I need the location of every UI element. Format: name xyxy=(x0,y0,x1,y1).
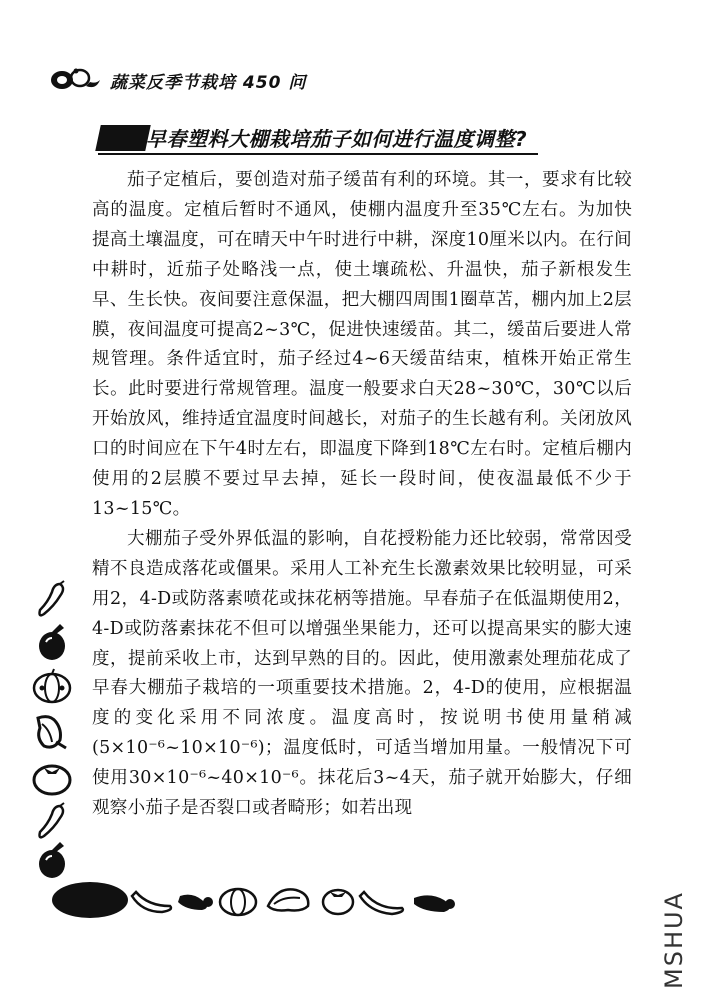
pepper-icon xyxy=(360,892,403,914)
eggplant-icon xyxy=(30,622,74,662)
pepper-icon xyxy=(30,802,74,842)
eggplant-icon xyxy=(178,895,213,910)
cabbage-icon xyxy=(268,889,308,910)
footer-decoration xyxy=(52,876,462,926)
tomato-icon xyxy=(30,758,74,798)
heading-marker-icon xyxy=(95,125,151,151)
pea-pod-icon xyxy=(132,892,171,912)
title-underline xyxy=(98,153,538,155)
running-title: 蔬菜反季节栽培 450 问 xyxy=(110,73,307,93)
body-text xyxy=(92,166,632,824)
cabbage-icon xyxy=(30,712,74,752)
paragraph-2: 大棚茄子受外界低温的影响，自花授粉能力还比较弱，常常因受精不良造成落花或僵果。采用人工补充生长激素效果比较明显，可采用2，4-D或防落素喷花或抹花柄等措施。早春茄子在低温期使用2，4-D或防落素抹花不但可以增强坐果能力，还可以提高果实的膨大速度，提前采收上市，达到早熟的目的。因此，使用激素处理茄花成了早春大棚茄子栽培的一项重要技术措施。2，4-D的使用，应根据温度的变化采用不同浓度。温度高时，按说明书使用量稍减(5×10⁻⁶~10×10⁻⁶)；温度低时，可适当增加用量。一般情况下可使用30×10⁻⁶~40×10⁻⁶。抹花后3~4天，茄子就开始膨大，仔细观察小茄子是否裂口或者畸形；如若出现 xyxy=(92,528,632,819)
section-title: 早春塑料大棚栽培茄子如何进行温度调整? xyxy=(146,127,528,151)
side-decoration xyxy=(30,580,80,870)
pumpkin-icon xyxy=(30,666,74,706)
eggplant-icon xyxy=(30,840,74,880)
watermark: MSHUA xyxy=(660,891,688,989)
tomato-icon xyxy=(323,890,353,914)
eggplant-icon xyxy=(414,895,455,912)
footer-blob xyxy=(52,882,128,918)
section-heading xyxy=(98,122,538,154)
vegetable-cluster-icon xyxy=(50,66,102,92)
running-header xyxy=(50,66,470,94)
paragraph-1: 茄子定植后，要创造对茄子缓苗有利的环境。其一，要求有比较高的温度。定植后暂时不通风，使棚内温度升至35℃左右。为加快提高土壤温度，可在晴天中午时进行中耕，深度10厘米以内。在行间中耕时，近茄子处略浅一点，使土壤疏松、升温快，茄子新根发生早、生长快。夜间要注意保温，把大棚四周围1圈草苫，棚内加上2层膜，夜间温度可提高2~3℃，促进快速缓苗。其二，缓苗后要进人常规管理。条件适宜时，茄子经过4~6天缓苗结束，植株开始正常生长。此时要进行常规管理。温度一般要求白天28~30℃，30℃以后开始放风，维持适宜温度时间越长，对茄子的生长越有利。关闭放风口的时间应在下午4时左右，即温度下降到18℃左右时。定植后棚内使用的2层膜不要过早去掉，延长一段时间，使夜温最低不少于13~15℃。 xyxy=(92,170,632,519)
pumpkin-icon xyxy=(220,889,256,915)
pepper-icon xyxy=(30,580,74,620)
